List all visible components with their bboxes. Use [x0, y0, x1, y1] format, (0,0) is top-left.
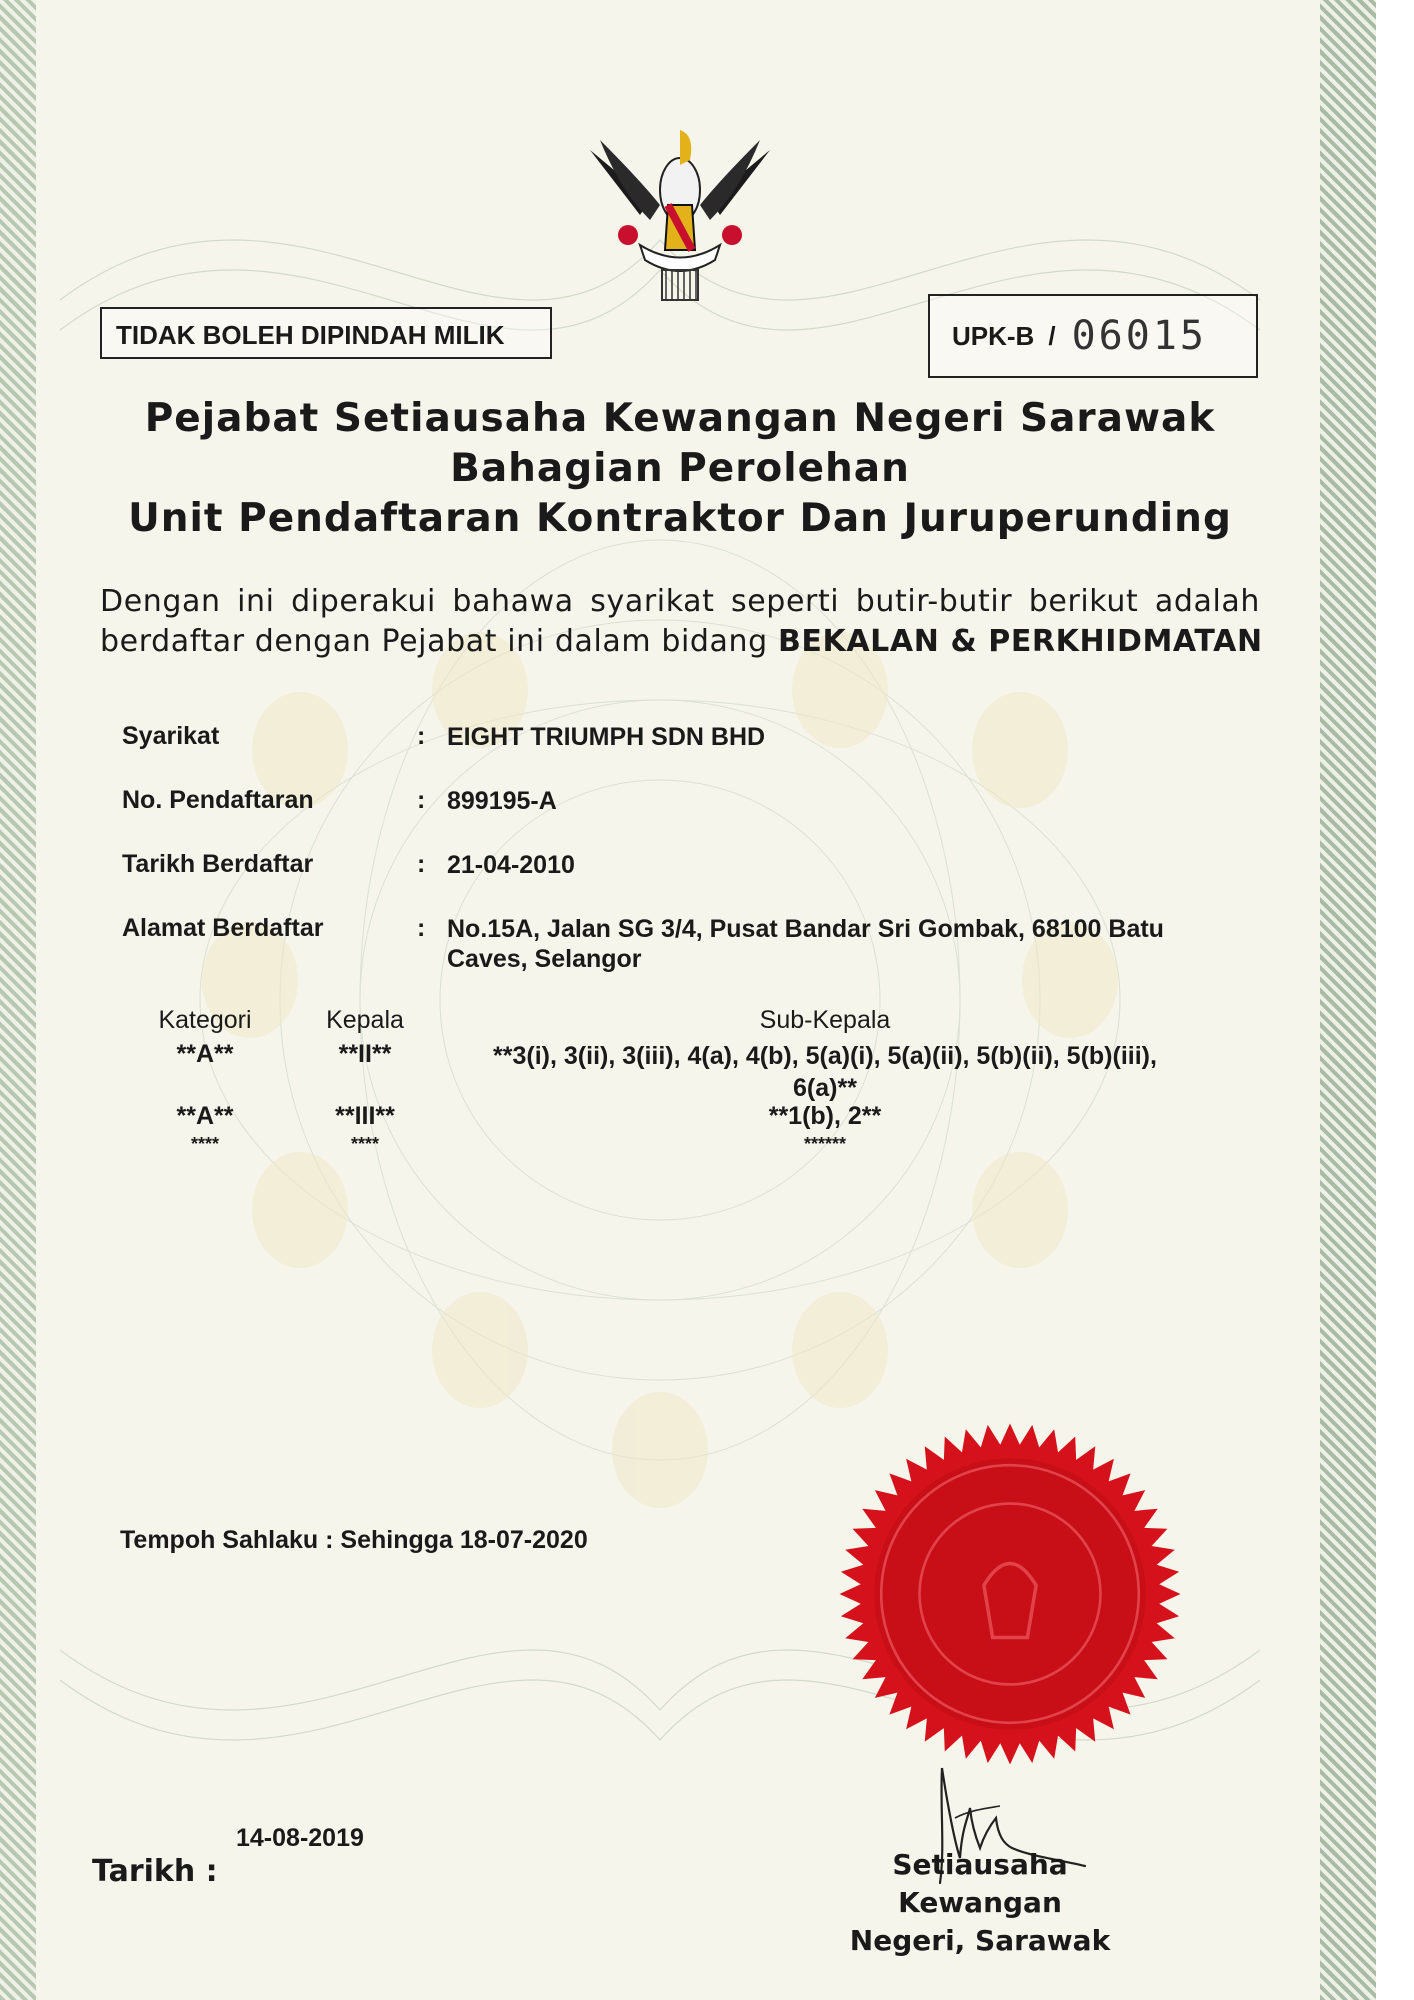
- subkepala-value: **1(b), 2**: [768, 1102, 882, 1130]
- colon: :: [417, 722, 426, 750]
- reference-prefix: UPK-B: [952, 320, 1035, 351]
- reference-number: 06015: [1071, 313, 1207, 359]
- colon: :: [417, 914, 426, 942]
- address-line-2: Caves, Selangor: [447, 945, 642, 973]
- kategori-header: Kategori: [158, 1006, 252, 1034]
- subkepala-end-mark: ******: [803, 1134, 847, 1154]
- kepala-end-mark: ****: [350, 1134, 380, 1154]
- issue-date-label: Tarikh :: [92, 1854, 218, 1889]
- subkepala-value: [450, 1040, 1200, 1104]
- registration-number-label: No. Pendaftaran: [122, 786, 314, 814]
- unit-title: Unit Pendaftaran Kontraktor Dan Juruperunding: [128, 496, 1232, 541]
- signatory-line-2: Negeri, Sarawak: [849, 1924, 1111, 1957]
- kepala-value: **II**: [338, 1040, 392, 1068]
- kategori-end-mark: ****: [190, 1134, 220, 1154]
- colon: :: [417, 850, 426, 878]
- registered-address: [447, 914, 1227, 974]
- non-transferable-notice: TIDAK BOLEH DIPINDAH MILIK: [100, 307, 552, 359]
- signatory-line-1: Setiausaha Kewangan: [892, 1848, 1068, 1919]
- kategori-value: **A**: [176, 1102, 234, 1130]
- registered-address-label: Alamat Berdaftar: [122, 914, 324, 942]
- reference-separator: /: [1048, 320, 1056, 351]
- subkepala-header: Sub-Kepala: [759, 1006, 891, 1034]
- address-line-1: No.15A, Jalan SG 3/4, Pusat Bandar Sri Gombak, 68100 Batu: [447, 915, 1164, 943]
- kategori-value: **A**: [176, 1040, 234, 1068]
- right-security-border: [1320, 0, 1376, 2000]
- statement-line-2: [100, 622, 1263, 662]
- kepala-header: Kepala: [326, 1006, 404, 1034]
- validity-period: Tempoh Sahlaku : Sehingga 18-07-2020: [120, 1526, 588, 1554]
- division-title: Bahagian Perolehan: [450, 446, 910, 491]
- registration-date: 21-04-2010: [447, 851, 575, 879]
- subkepala-line-1: **3(i), 3(ii), 3(iii), 4(a), 4(b), 5(a)(i), 5(a)(ii), 5(b)(ii), 5(b)(iii),: [493, 1042, 1157, 1070]
- company-name: EIGHT TRIUMPH SDN BHD: [447, 723, 766, 751]
- office-title: Pejabat Setiausaha Kewangan Negeri Sarawak: [144, 396, 1216, 441]
- registration-number: 899195-A: [447, 787, 557, 815]
- registration-date-label: Tarikh Berdaftar: [122, 850, 314, 878]
- red-wax-seal-icon: [836, 1420, 1184, 1768]
- colon: :: [417, 786, 426, 814]
- reference-number-box: [928, 294, 1258, 378]
- statement-line-2-text: berdaftar dengan Pejabat ini dalam bidang: [100, 624, 768, 659]
- signatory-title: [830, 1846, 1130, 1960]
- certification-statement: [100, 582, 1263, 662]
- company-name-label: Syarikat: [122, 722, 220, 750]
- statement-line-1: Dengan ini diperakui bahawa syarikat seperti butir-butir berikut adalah: [100, 584, 1260, 619]
- kepala-value: **III**: [335, 1102, 395, 1130]
- sarawak-coat-of-arms-icon: [580, 110, 780, 310]
- issue-date: 14-08-2019: [236, 1824, 364, 1852]
- registration-field: BEKALAN & PERKHIDMATAN: [777, 624, 1263, 659]
- subkepala-line-2: 6(a)**: [793, 1074, 857, 1102]
